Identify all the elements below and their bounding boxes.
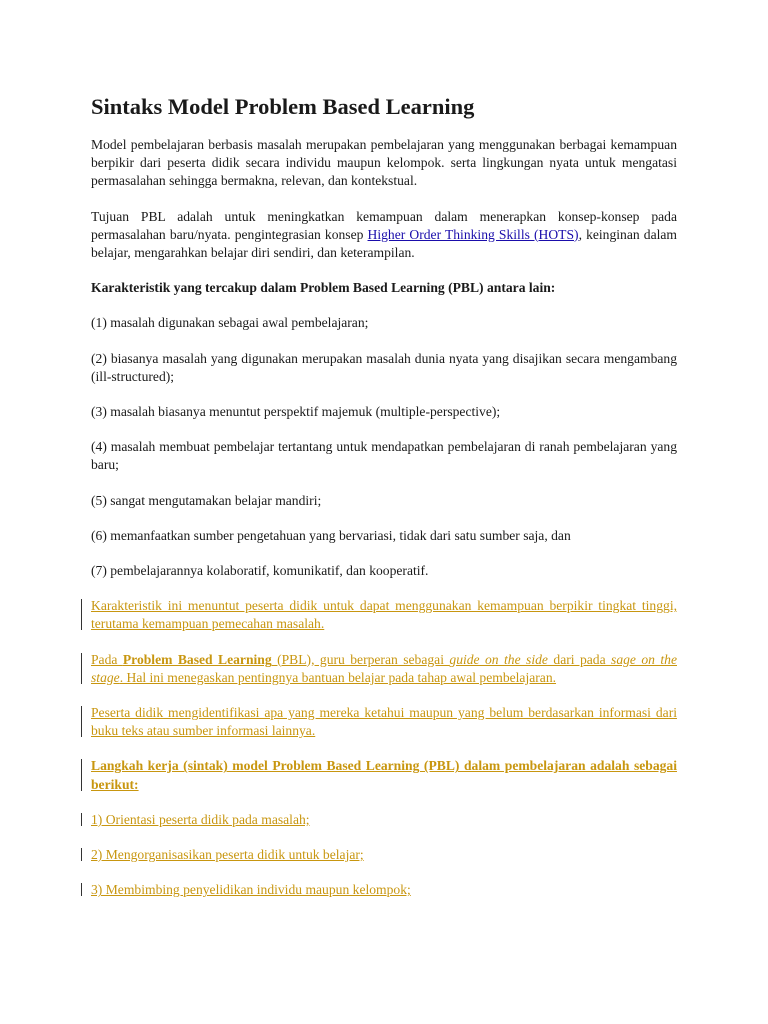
teacher-role-post: . Hal ini menegaskan pentingnya bantuan belajar pada tahap awal pembelajaran.	[119, 669, 557, 685]
characteristics-heading	[91, 279, 677, 297]
characteristic-item-7: (7) pembelajarannya kolaboratif, komunikatif, dan kooperatif.	[91, 563, 429, 579]
characteristic-item-1: (1) masalah digunakan sebagai awal pembelajaran;	[91, 315, 369, 331]
tracked-change-text: 3) Membimbing penyelidikan individu maupun kelompok;	[91, 882, 411, 898]
tracked-paragraph-teacher-role	[91, 651, 677, 687]
tracked-change-text	[91, 758, 677, 791]
characteristic-item-4: (4) masalah membuat pembelajar tertantang untuk mendapatkan pembelajaran di ranah pembelajaran yang baru;	[91, 439, 677, 473]
tracked-steps-heading	[91, 757, 677, 793]
purpose-text-after: , keinginan dalam belajar, mengarahkan belajar diri sendiri, dan keterampilan.	[91, 226, 678, 261]
step-item-2	[91, 846, 677, 864]
tracked-change-text: Peserta didik mengidentifikasi apa yang mereka ketahui maupun yang belum berdasarkan informasi dari buku teks atau sumber informasi lainnya.	[91, 705, 677, 739]
characteristic-item-6: (6) memanfaatkan sumber pengetahuan yang bervariasi, tidak dari satu sumber saja, dan	[91, 527, 571, 543]
teacher-role-mid1: (PBL), guru berperan sebagai	[271, 651, 450, 667]
teacher-role-italic1: guide on the side	[449, 651, 548, 667]
tracked-change-text: 2) Mengorganisasikan peserta didik untuk belajar;	[91, 847, 364, 863]
intro-paragraph: Model pembelajaran berbasis masalah merupakan pembelajaran yang menggunakan berbagai kemampuan berpikir dari peserta didik secara individu maupun kelompok. serta lingkungan nyata untuk mengatasi permasalahan sehingga bermakna, relevan, dan kontekstual.	[91, 137, 677, 189]
purpose-text-before: Tujuan PBL adalah untuk meningkatkan kemampuan dalam menerapkan konsep-konsep pada permasalahan baru/nyata. pengintegrasian konsep	[91, 208, 677, 242]
tracked-change-text: 1) Orientasi peserta didik pada masalah;	[91, 811, 310, 827]
teacher-role-italic2: sage on the stage	[91, 651, 677, 685]
tracked-change-text: Karakteristik ini menuntut peserta didik untuk dapat menggunakan kemampuan berpikir tingkat tinggi, terutama kemampuan pemecahan masalah.	[91, 598, 677, 632]
characteristic-item-2: (2) biasanya masalah yang digunakan merupakan masalah dunia nyata yang disajikan secara mengambang (ill-structured);	[91, 350, 677, 384]
purpose-paragraph	[91, 208, 677, 263]
document-page	[91, 93, 677, 916]
teacher-role-pre: Pada	[91, 651, 123, 667]
step-item-3	[91, 881, 677, 899]
page-title: Sintaks Model Problem Based Learning	[91, 94, 475, 119]
characteristic-item-5: (5) sangat mengutamakan belajar mandiri;	[91, 492, 322, 508]
step-item-1	[91, 811, 677, 829]
steps-heading-text: Langkah kerja (sintak) model Problem Based Learning (PBL) dalam pembelajaran adalah sebagai berikut:	[91, 758, 677, 792]
hots-link[interactable]: Higher Order Thinking Skills (HOTS)	[367, 226, 579, 242]
teacher-role-mid2: dari pada	[547, 651, 612, 667]
tracked-change-text	[91, 652, 677, 685]
tracked-paragraph-thinking	[91, 597, 677, 633]
tracked-paragraph-identify	[91, 704, 677, 740]
characteristics-heading-text: Karakteristik yang tercakup dalam Problem Based Learning (PBL) antara lain:	[91, 280, 556, 296]
characteristic-item-3: (3) masalah biasanya menuntut perspektif majemuk (multiple-perspective);	[91, 404, 501, 420]
teacher-role-bold: Problem Based Learning	[122, 651, 272, 667]
